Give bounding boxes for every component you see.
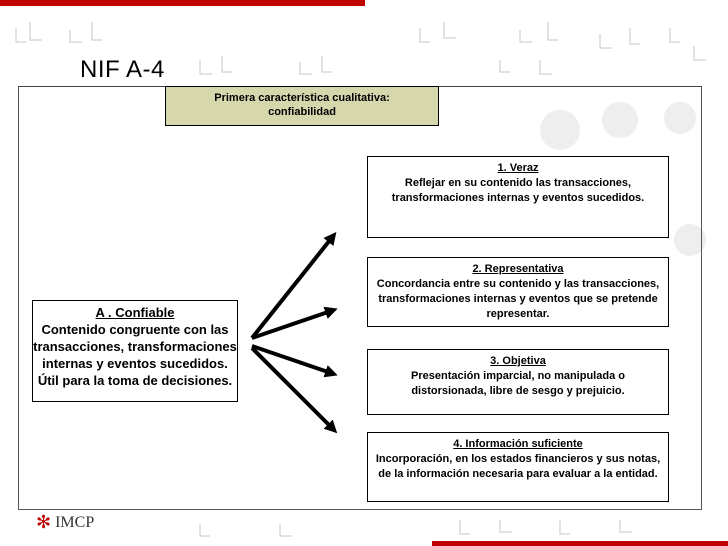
representativa-text: Concordancia entre su contenido y las transacciones, transformaciones internas y eventos que se pretende representar. <box>376 278 660 320</box>
objetiva-heading: 3. Objetiva <box>490 355 546 367</box>
suficiente-text: Incorporación, en los estados financieros y sus notas, de la información necesaria para evaluar a la entidad. <box>375 453 661 480</box>
quality-header-line2: confiabilidad <box>268 106 336 118</box>
characteristic-veraz <box>367 156 669 238</box>
page-title: NIF A-4 <box>80 56 165 83</box>
reliable-text: Contenido congruente con las transacciones, transformaciones internas y eventos sucedidos. Útil para la toma de decisiones. <box>33 322 237 388</box>
objetiva-text: Presentación imparcial, no manipulada o distorsionada, libre de sesgo y prejuicio. <box>411 370 625 397</box>
representativa-heading: 2. Representativa <box>472 263 564 275</box>
characteristic-suficiente <box>367 432 669 502</box>
veraz-heading: 1. Veraz <box>497 162 539 174</box>
imcp-logo-text: IMCP <box>55 513 95 531</box>
suficiente-heading: 4. Información suficiente <box>453 438 583 450</box>
veraz-text: Reflejar en su contenido las transacciones, transformaciones internas y eventos sucedidos. <box>391 177 645 204</box>
reliable-heading: A . Confiable <box>95 305 175 320</box>
imcp-emblem-icon: ✻ <box>36 512 52 532</box>
imcp-logo <box>36 512 94 533</box>
quality-header-line1: Primera característica cualitativa: <box>214 92 390 104</box>
characteristic-representativa <box>367 257 669 327</box>
characteristic-objetiva <box>367 349 669 415</box>
